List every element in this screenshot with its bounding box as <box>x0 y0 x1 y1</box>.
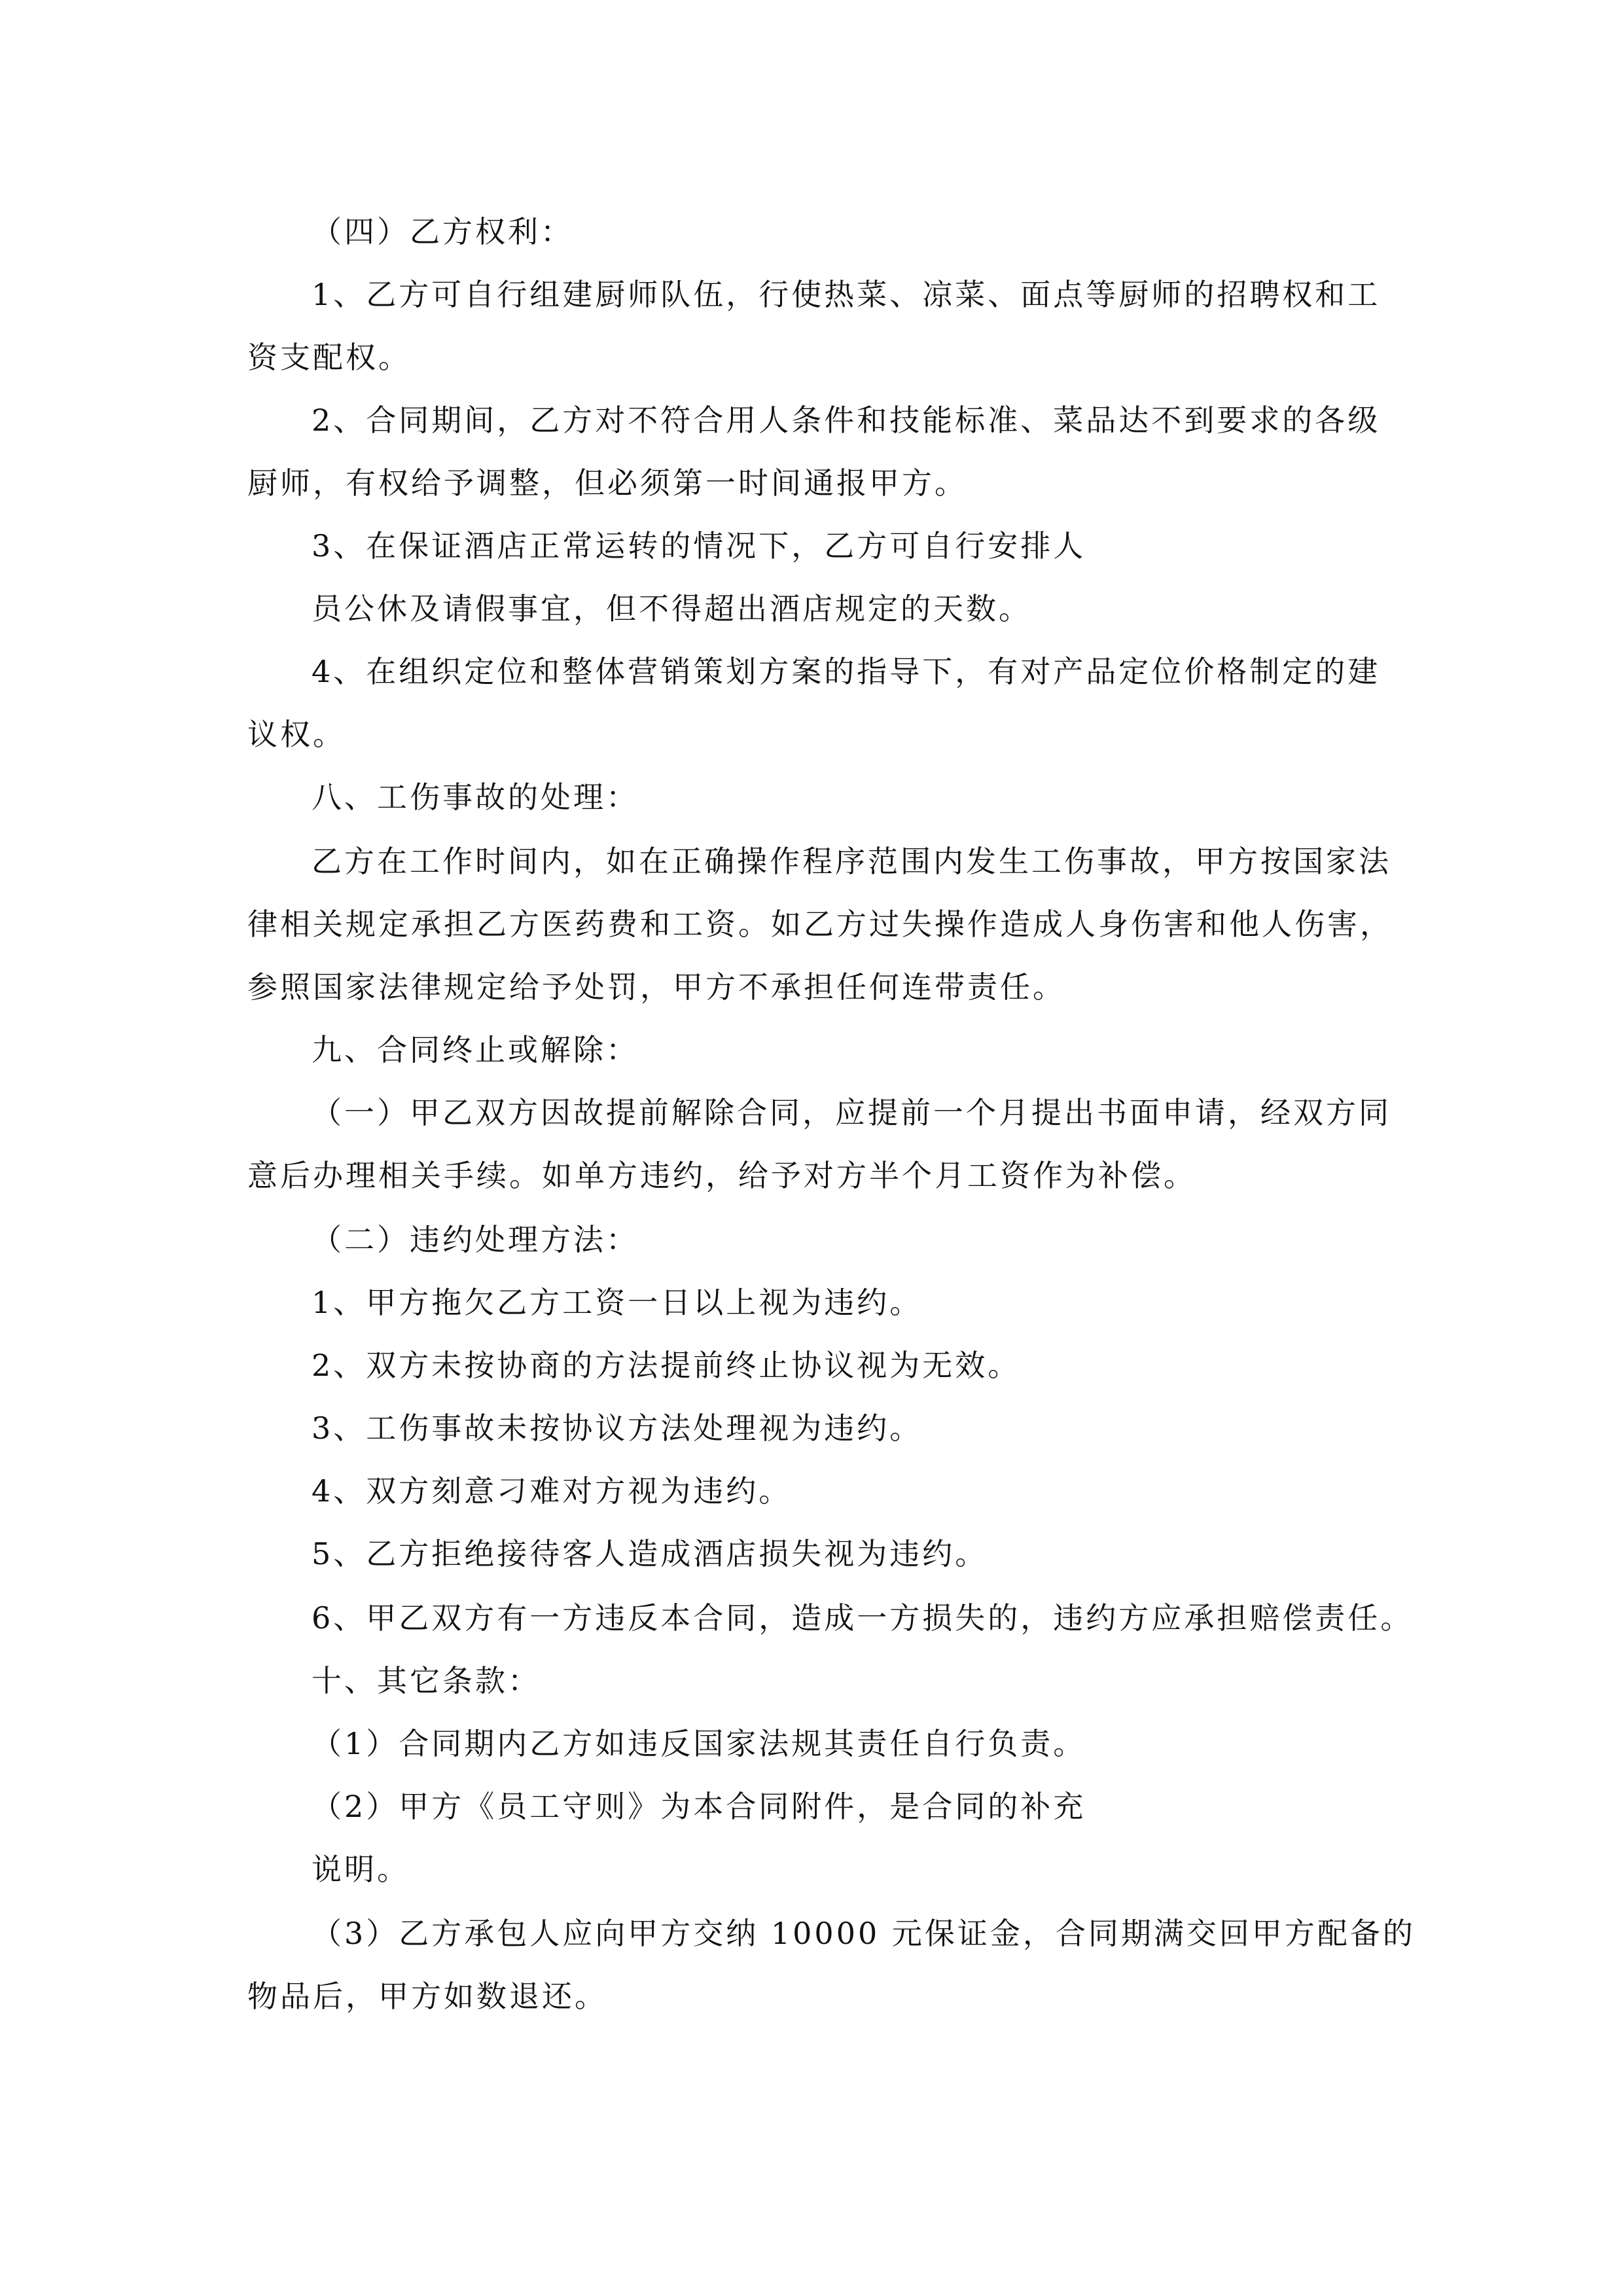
section-heading-work-injury: 八、工伤事故的处理： <box>312 780 639 815</box>
list-item: （1）合同期内乙方如违反国家法规其责任自行负责。 <box>312 1726 1086 1761</box>
list-item: 3、工伤事故未按协议方法处理视为违约。 <box>312 1410 923 1446</box>
paragraph-line: 乙方在工作时间内，如在正确操作程序范围内发生工伤事故，甲方按国家法 <box>312 844 1391 879</box>
paragraph-line: 2、合同期间，乙方对不符合用人条件和技能标准、菜品达不到要求的各级 <box>312 403 1381 438</box>
paragraph-line: 厨师，有权给予调整，但必须第一时间通报甲方。 <box>247 465 967 501</box>
section-heading-breach-handling: （二）违约处理方法： <box>312 1222 639 1257</box>
section-heading-party-b-rights: （四）乙方权利： <box>312 214 573 249</box>
list-item: （3）乙方承包人应向甲方交纳 10000 元保证金，合同期满交回甲方配备的 <box>312 1916 1416 1951</box>
list-item: 4、双方刻意刁难对方视为违约。 <box>312 1473 792 1509</box>
paragraph-line: 律相关规定承担乙方医药费和工资。如乙方过失操作造成人身伤害和他人伤害， <box>247 906 1393 942</box>
paragraph-line: 说明。 <box>312 1852 410 1887</box>
section-heading-termination: 九、合同终止或解除： <box>312 1032 639 1067</box>
paragraph-line: 4、在组织定位和整体营销策划方案的指导下，有对产品定位价格制定的建 <box>312 654 1381 689</box>
paragraph-line: 参照国家法律规定给予处罚，甲方不承担任何连带责任。 <box>247 969 1065 1005</box>
list-item: 2、双方未按协商的方法提前终止协议视为无效。 <box>312 1348 1021 1383</box>
list-item: （2）甲方《员工守则》为本合同附件，是合同的补充 <box>312 1789 1086 1824</box>
section-heading-other-terms: 十、其它条款： <box>312 1663 541 1698</box>
paragraph-line: 3、在保证酒店正常运转的情况下，乙方可自行安排人 <box>312 528 1086 564</box>
paragraph-line: 1、乙方可自行组建厨师队伍，行使热菜、凉菜、面点等厨师的招聘权和工 <box>312 277 1381 312</box>
paragraph-line: 意后办理相关手续。如单方违约，给予对方半个月工资作为补偿。 <box>247 1158 1196 1193</box>
paragraph-line: 资支配权。 <box>247 340 411 375</box>
paragraph-line: 物品后，甲方如数退还。 <box>247 1979 607 2014</box>
paragraph-line: 员公休及请假事宜，但不得超出酒店规定的天数。 <box>312 591 1031 626</box>
paragraph-line: 议权。 <box>247 717 346 752</box>
list-item: 5、乙方拒绝接待客人造成酒店损失视为违约。 <box>312 1536 988 1571</box>
list-item: 6、甲乙双方有一方违反本合同，造成一方损失的，违约方应承担赔偿责任。 <box>312 1600 1414 1636</box>
paragraph-line: （一）甲乙双方因故提前解除合同，应提前一个月提出书面申请，经双方同 <box>312 1095 1391 1130</box>
list-item: 1、甲方拖欠乙方工资一日以上视为违约。 <box>312 1285 923 1320</box>
